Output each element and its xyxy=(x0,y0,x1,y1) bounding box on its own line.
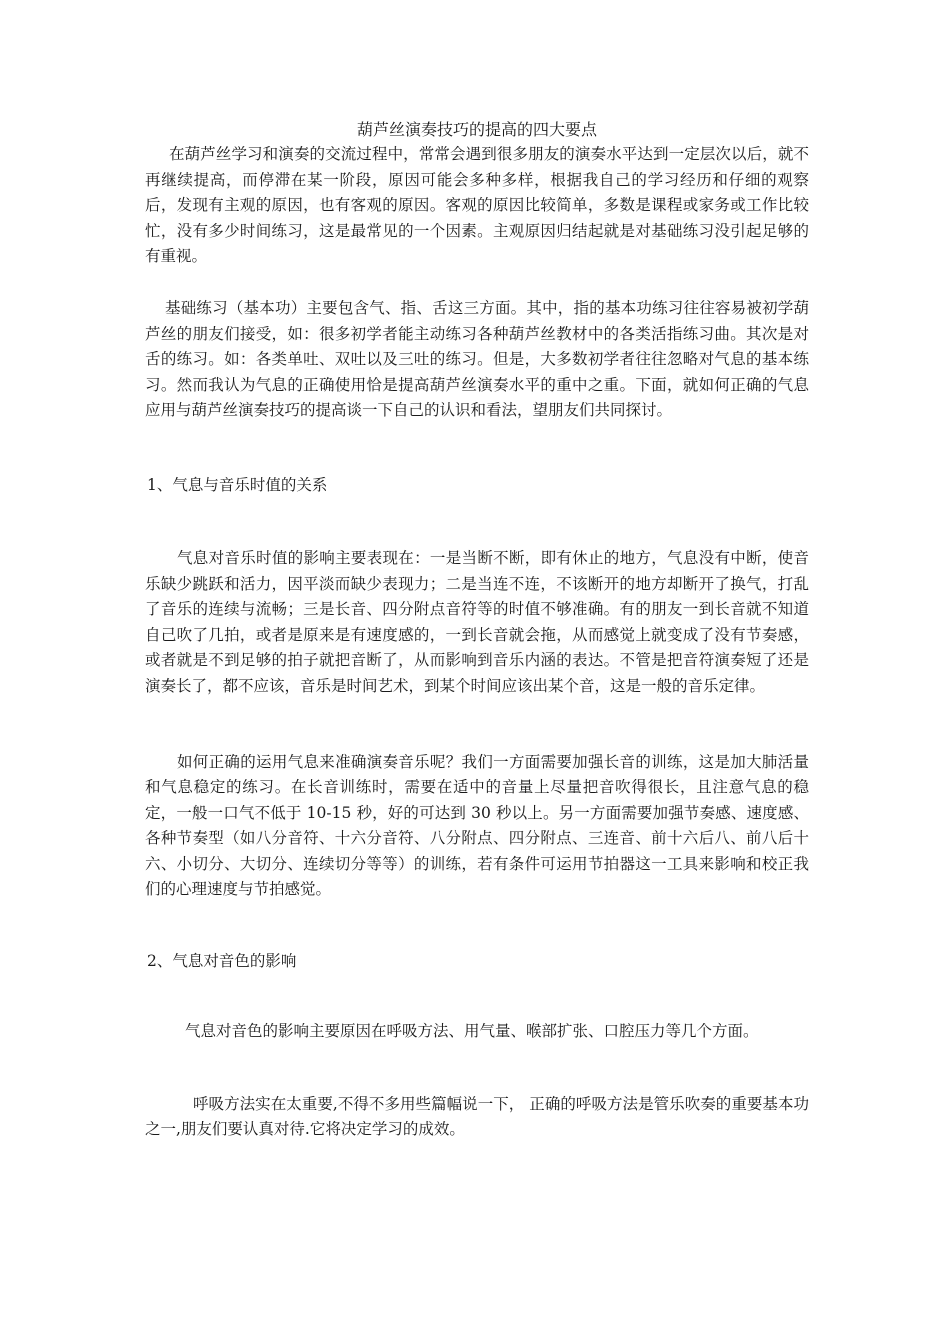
paragraph-intro: 在葫芦丝学习和演奏的交流过程中，常常会遇到很多朋友的演奏水平达到一定层次以后，就不再继续提高，而停滞在某一阶段，原因可能会多种多样，根据我自己的学习经历和仔细的观察后，发现有主观的原因，也有客观的原因。客观的原因比较简单，多数是课程或家务或工作比较忙，没有多少时间练习，这是最常见的一个因素。主观原因归结起就是对基础练习没引起足够的有重视。 xyxy=(145,145,809,266)
paragraph-basics: 基础练习（基本功）主要包含气、指、舌这三方面。其中，指的基本功练习往往容易被初学葫芦丝的朋友们接受，如：很多初学者能主动练习各种葫芦丝教材中的各类活指练习曲。其次是对舌的练习。如：各类单吐、双吐以及三吐的练习。但是，大多数初学者往往忽略对气息的基本练习。然而我认为气息的正确使用恰是提高葫芦丝演奏水平的重中之重。下面，就如何正确的气息应用与葫芦丝演奏技巧的提高谈一下自己的认识和看法，望朋友们共同探讨。 xyxy=(145,298,809,420)
paragraph-breathing: 呼吸方法实在太重要,不得不多用些篇幅说一下， 正确的呼吸方法是管乐吹奏的重要基本功之一,朋友们要认真对待.它将决定学习的成效。 xyxy=(145,1094,809,1139)
section-heading-2: 2、气息对音色的影响 xyxy=(147,952,297,971)
document-title: 葫芦丝演奏技巧的提高的四大要点 xyxy=(356,120,597,139)
paragraph-method: 如何正确的运用气息来准确演奏音乐呢？我们一方面需要加强长音的训练，这是加大肺活量和气息稳定的练习。在长音训练时，需要在适中的音量上尽量把音吹得很长，且注意气息的稳定，一般一口气不低于 10-15 秒，好的可达到 30 秒以上。另一方面需要加强节奏感、速度感、各种节奏型（如八分音符、十六分音符、八分附点、四分附点、三连音、前十六后八、前八后十六、小切分、大切分、连续切分等等）的训练，若有条件可运用节拍器这一工具来影响和校正我们的心理速度与节拍感觉。 xyxy=(145,752,809,899)
paragraph-timing: 气息对音乐时值的影响主要表现在：一是当断不断，即有休止的地方，气息没有中断，使音乐缺少跳跃和活力，因平淡而缺少表现力；二是当连不连，不该断开的地方却断开了换气，打乱了音乐的连续与流畅；三是长音、四分附点音符等的时值不够准确。有的朋友一到长音就不知道自己吹了几拍，或者是原来是有速度感的，一到长音就会拖，从而感觉上就变成了没有节奏感，或者就是不到足够的拍子就把音断了，从而影响到音乐内涵的表达。不管是把音符演奏短了还是演奏长了，都不应该，音乐是时间艺术，到某个时间应该出某个音，这是一般的音乐定律。 xyxy=(145,548,809,695)
document-page xyxy=(145,118,809,1143)
section-heading-1: 1、气息与音乐时值的关系 xyxy=(147,475,328,494)
paragraph-tone: 气息对音色的影响主要原因在呼吸方法、用气量、喉部扩张、口腔压力等几个方面。 xyxy=(185,1022,759,1041)
